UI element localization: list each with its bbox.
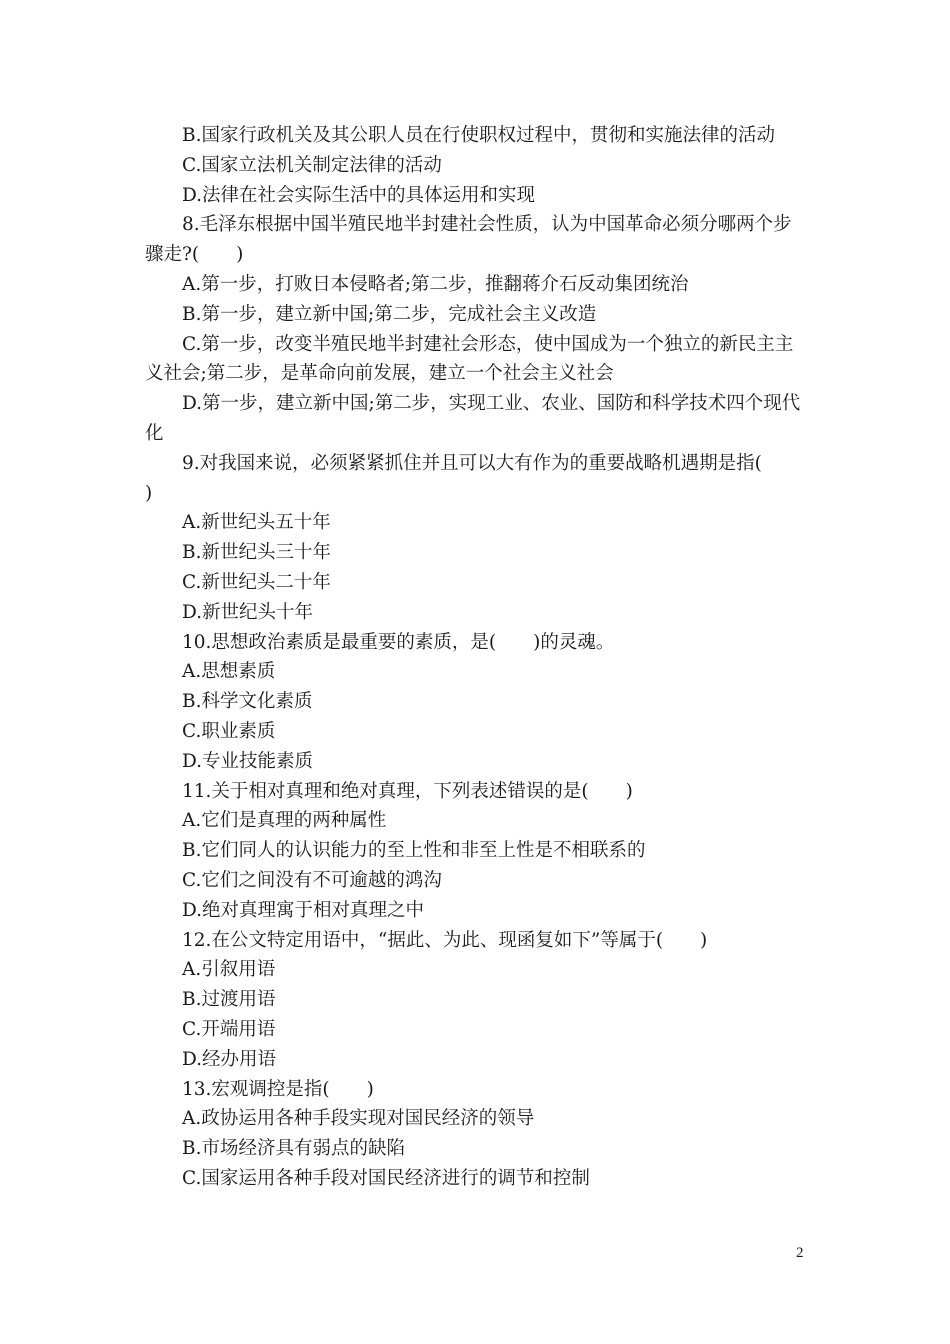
text-line: A.第一步，打败日本侵略者;第二步，推翻蒋介石反动集团统治 [182, 273, 689, 295]
text-line: 义社会;第二步，是革命向前发展，建立一个社会主义社会 [145, 363, 614, 385]
text-line: 13.宏观调控是指( ) [182, 1078, 374, 1100]
text-line: C.开端用语 [182, 1018, 276, 1040]
text-line: C.新世纪头二十年 [182, 571, 331, 593]
text-line: A.新世纪头五十年 [182, 512, 331, 534]
text-line: C.国家立法机关制定法律的活动 [182, 154, 442, 176]
text-line: B.国家行政机关及其公职人员在行使职权过程中，贯彻和实施法律的活动 [182, 125, 775, 146]
text-line: 8.毛泽东根据中国半殖民地半封建社会性质，认为中国革命必须分哪两个步 [182, 214, 792, 236]
page-number: 2 [796, 1245, 804, 1261]
text-line: 骤走?( ) [145, 244, 244, 266]
text-line: D.专业技能素质 [182, 750, 314, 772]
text-line: 9.对我国来说，必须紧紧抓住并且可以大有作为的重要战略机遇期是指( [182, 452, 762, 474]
text-line: A.政协运用各种手段实现对国民经济的领导 [182, 1108, 535, 1130]
text-line: B.它们同人的认识能力的至上性和非至上性是不相联系的 [182, 840, 646, 862]
text-line: A.它们是真理的两种属性 [182, 810, 387, 832]
text-line: B.科学文化素质 [182, 691, 313, 713]
text-line: 化 [145, 422, 164, 444]
text-line: B.市场经济具有弱点的缺陷 [182, 1138, 405, 1160]
text-line: C.它们之间没有不可逾越的鸿沟 [182, 869, 442, 891]
text-line: B.新世纪头三十年 [182, 542, 331, 564]
text-line: 10.思想政治素质是最重要的素质，是( )的灵魂。 [182, 631, 615, 653]
text-line: C.职业素质 [182, 720, 276, 742]
text-line: B.第一步，建立新中国;第二步，完成社会主义改造 [182, 303, 597, 325]
text-line: D.新世纪头十年 [182, 601, 314, 623]
text-line: D.经办用语 [182, 1048, 277, 1070]
document-body [145, 121, 825, 1194]
text-line: D.法律在社会实际生活中的具体运用和实现 [182, 184, 536, 206]
text-line: C.第一步，改变半殖民地半封建社会形态，使中国成为一个独立的新民主主 [182, 333, 794, 355]
text-line: A.思想素质 [182, 661, 276, 683]
text-line: A.引叙用语 [182, 959, 276, 981]
text-line: D.绝对真理寓于相对真理之中 [182, 899, 425, 921]
text-line: ) [145, 482, 153, 504]
text-line: 11.关于相对真理和绝对真理，下列表述错误的是( ) [182, 780, 633, 802]
text-line: C.国家运用各种手段对国民经济进行的调节和控制 [182, 1167, 590, 1189]
text-line: B.过渡用语 [182, 989, 276, 1011]
text-line: 12.在公文特定用语中，“据此、为此、现函复如下”等属于( ) [182, 929, 708, 951]
text-line: D.第一步，建立新中国;第二步，实现工业、农业、国防和科学技术四个现代 [182, 393, 801, 415]
